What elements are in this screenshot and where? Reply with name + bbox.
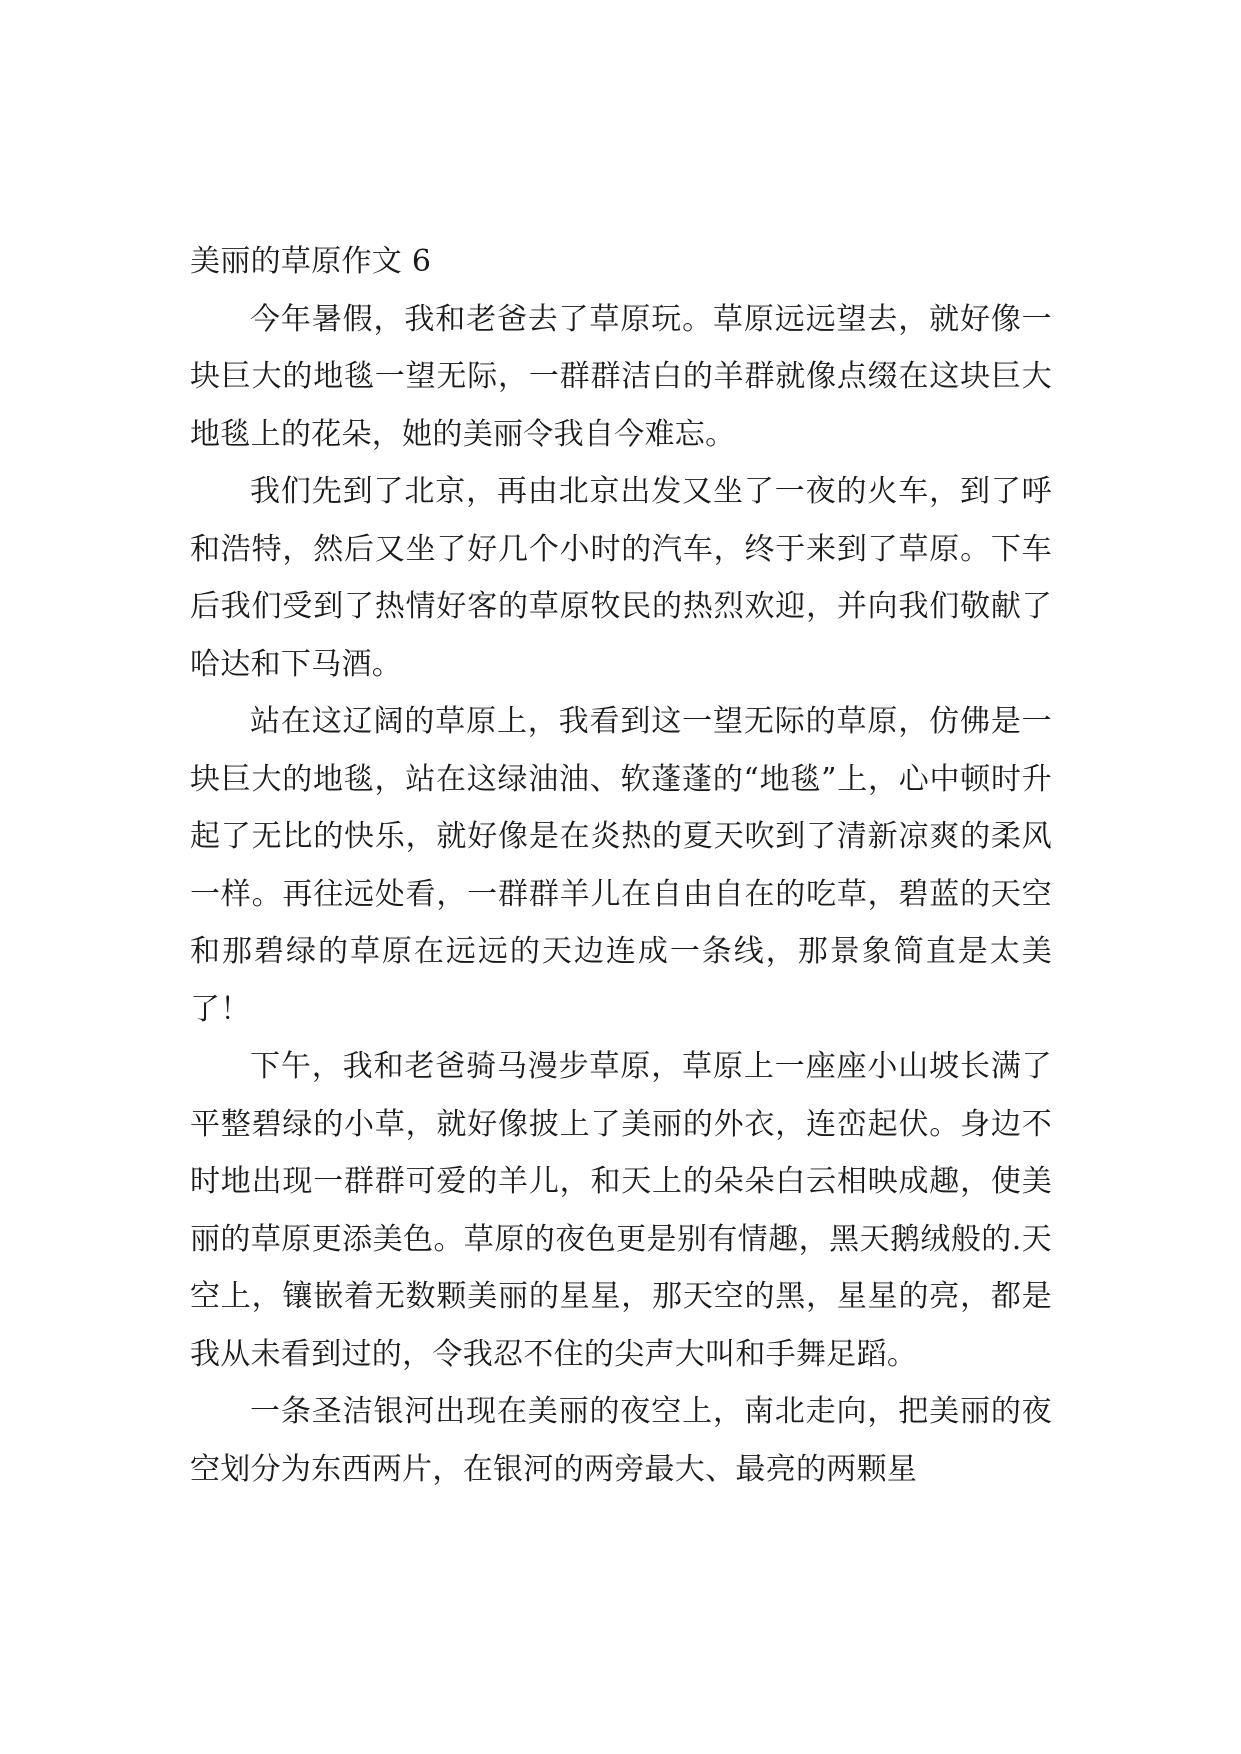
- document-body: [190, 233, 1052, 1498]
- paragraph-5: 一条圣洁银河出现在美丽的夜空上，南北走向，把美丽的夜空划分为东西两片，在银河的两旁最大、最亮的两颗星: [190, 1394, 1052, 1487]
- paragraph-4: 下午，我和老爸骑马漫步草原，草原上一座座小山坡长满了平整碧绿的小草，就好像披上了美丽的外衣，连峦起伏。身边不时地出现一群群可爱的羊儿，和天上的朵朵白云相映成趣，使美丽的草原更添美色。草原的夜色更是别有情趣，黑天鹅绒般的.天空上，镶嵌着无数颗美丽的星星，那天空的黑，星星的亮，都是我从未看到过的，令我忍不住的尖声大叫和手舞足蹈。: [190, 1049, 1052, 1372]
- paragraph-2: 我们先到了北京，再由北京出发又坐了一夜的火车，到了呼和浩特，然后又坐了好几个小时的汽车，终于来到了草原。下车后我们受到了热情好客的草原牧民的热烈欢迎，并向我们敬献了哈达和下马酒。: [190, 474, 1052, 682]
- paragraph-1: 今年暑假，我和老爸去了草原玩。草原远远望去，就好像一块巨大的地毯一望无际，一群群洁白的羊群就像点缀在这块巨大地毯上的花朵，她的美丽令我自今难忘。: [190, 301, 1052, 452]
- paragraph-3: 站在这辽阔的草原上，我看到这一望无际的草原，仿佛是一块巨大的地毯，站在这绿油油、软蓬蓬的“地毯”上，心中顿时升起了无比的快乐，就好像是在炎热的夏天吹到了清新凉爽的柔风一样。再往远处看，一群群羊儿在自由自在的吃草，碧蓝的天空和那碧绿的草原在远远的天边连成一条线，那景象简直是太美了！: [190, 704, 1052, 1027]
- document-title: 美丽的草原作文 6: [190, 244, 432, 279]
